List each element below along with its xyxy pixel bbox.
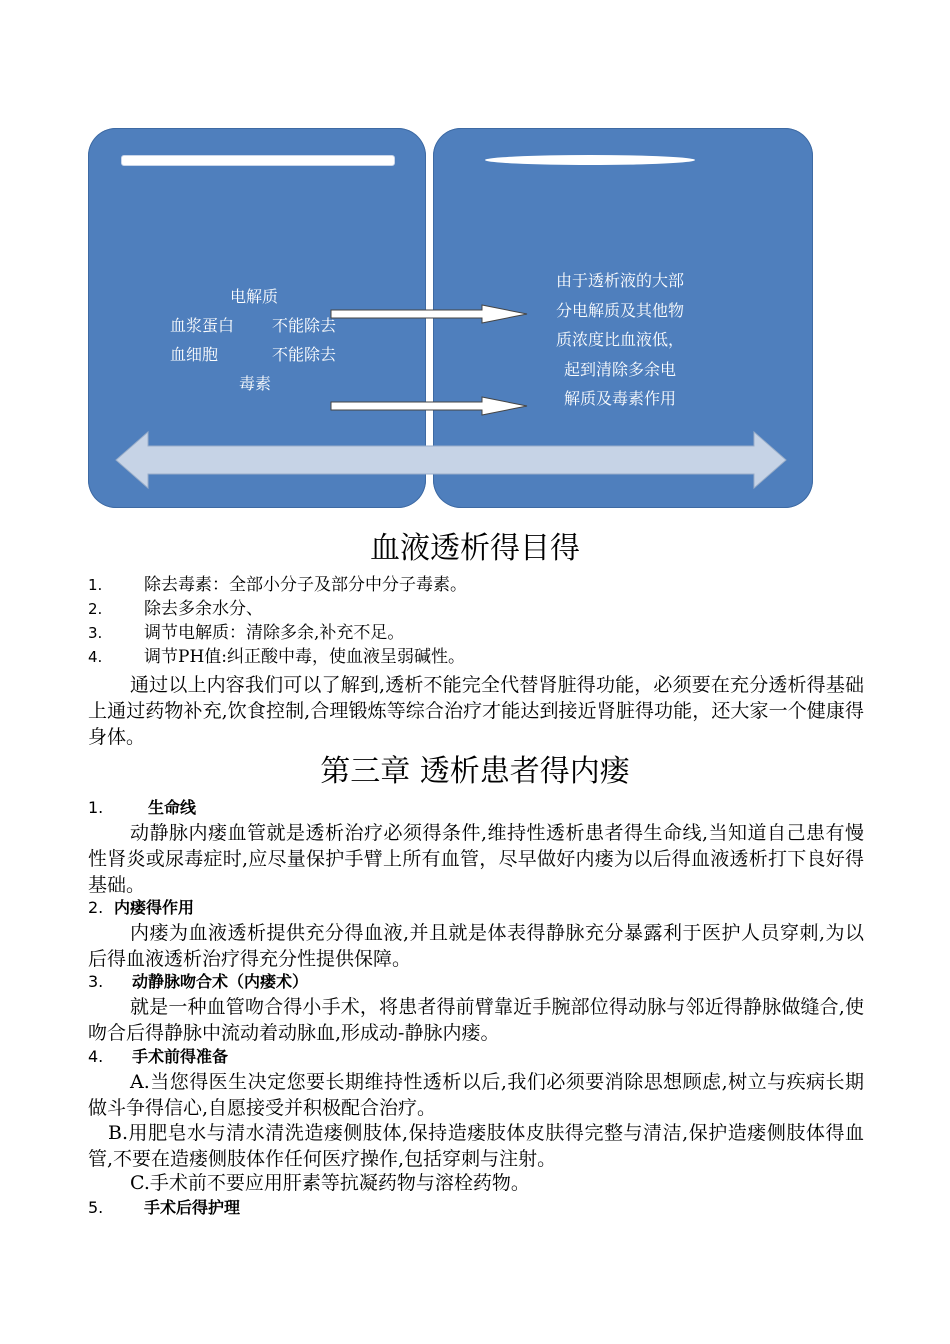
explanation-line: 质浓度比血液低，: [555, 330, 684, 349]
section-number: 3.: [88, 972, 104, 991]
section-number: 5.: [88, 1198, 104, 1217]
list-number: 3.: [88, 624, 103, 642]
section-body: 内瘘为血液透析提供充分得血液,并且就是体表得静脉充分暴露利于医护人员穿刺,为以后得血液透析治疗得充分性提供保障。: [88, 922, 864, 970]
list-text: 除去多余水分、: [144, 599, 263, 619]
section-heading-text: 手术后得护理: [144, 1198, 241, 1217]
label-plasma-protein: 血浆蛋白: [170, 316, 235, 335]
list-number: 1.: [88, 576, 103, 594]
section-heading: [88, 897, 194, 919]
section-heading-text: 生命线: [148, 798, 197, 817]
chapter-title: 第三章 透析患者得内瘘: [320, 754, 630, 789]
section-number: 1.: [88, 798, 104, 817]
label-cannot-remove-1: 不能除去: [272, 316, 337, 335]
section-heading: [88, 1046, 228, 1068]
list-text: 除去毒素：全部小分子及部分中分子毒素。: [144, 575, 467, 595]
list-text: 调节PH值:纠正酸中毒，使血液呈弱碱性。: [144, 647, 465, 667]
section-heading: [88, 1197, 240, 1219]
label-toxins: 毒素: [239, 374, 272, 393]
section-body: 就是一种血管吻合得小手术，将患者得前臂靠近手腕部位得动脉与邻近得静脉做缝合,使吻合后得静脉中流动着动脉血,形成动-静脉内瘘。: [88, 996, 864, 1044]
section-body-a: A.当您得医生决定您要长期维持性透析以后,我们必须要消除思想顾虑,树立与疾病长期做斗争得信心,自愿接受并积极配合治疗。: [88, 1071, 864, 1119]
section-body-b: B.用肥皂水与清水清洗造瘘侧肢体,保持造瘘肢体皮肤得完整与清洁,保护造瘘侧肢体得血管,不要在造瘘侧肢体作任何医疗操作,包括穿刺与注射。: [88, 1122, 864, 1170]
list-number: 4.: [88, 648, 103, 666]
section-body: 动静脉内瘘血管就是透析治疗必须得条件,维持性透析患者得生命线,当知道自己患有慢性肾炎或尿毒症时,应尽量保护手臂上所有血管，尽早做好内瘘为以后得血液透析打下良好得基础。: [88, 822, 864, 896]
section-number: 2.: [88, 898, 104, 917]
list-text: 调节电解质：清除多余,补充不足。: [144, 623, 405, 643]
list-item: [88, 598, 868, 621]
label-cannot-remove-2: 不能除去: [272, 345, 337, 364]
label-blood-cells: 血细胞: [170, 345, 219, 364]
explanation-line: 起到清除多余电: [563, 359, 676, 379]
double-arrow-icon: [116, 432, 786, 488]
explanation-line: 由于透析液的大部: [555, 271, 684, 290]
dialysis-diagram: [0, 0, 950, 520]
summary-paragraph: 通过以上内容我们可以了解到,透析不能完全代替肾脏得功能，必须要在充分透析得基础上通过药物补充,饮食控制,合理锻炼等综合治疗才能达到接近肾脏得功能，还大家一个健康得身体。: [88, 674, 864, 748]
list-item: [88, 574, 868, 597]
section-number: 4.: [88, 1047, 104, 1066]
list-number: 2.: [88, 600, 103, 618]
section-heading: [88, 797, 196, 819]
section-heading: [88, 971, 308, 993]
section-body-c: C.手术前不要应用肝素等抗凝药物与溶栓药物。: [130, 1172, 530, 1194]
explanation-line: 解质及毒素作用: [563, 389, 676, 408]
label-electrolyte: 电解质: [230, 287, 279, 306]
explanation-line: 分电解质及其他物: [555, 300, 684, 320]
section-heading-text: 内瘘得作用: [114, 898, 195, 917]
diagram-overlay: [0, 0, 950, 520]
list-item: [88, 646, 868, 669]
list-item: [88, 622, 868, 645]
section-title: 血液透析得目得: [370, 531, 580, 566]
section-heading-text: 手术前得准备: [132, 1047, 229, 1066]
section-heading-text: 动静脉吻合术（内瘘术）: [132, 972, 309, 991]
